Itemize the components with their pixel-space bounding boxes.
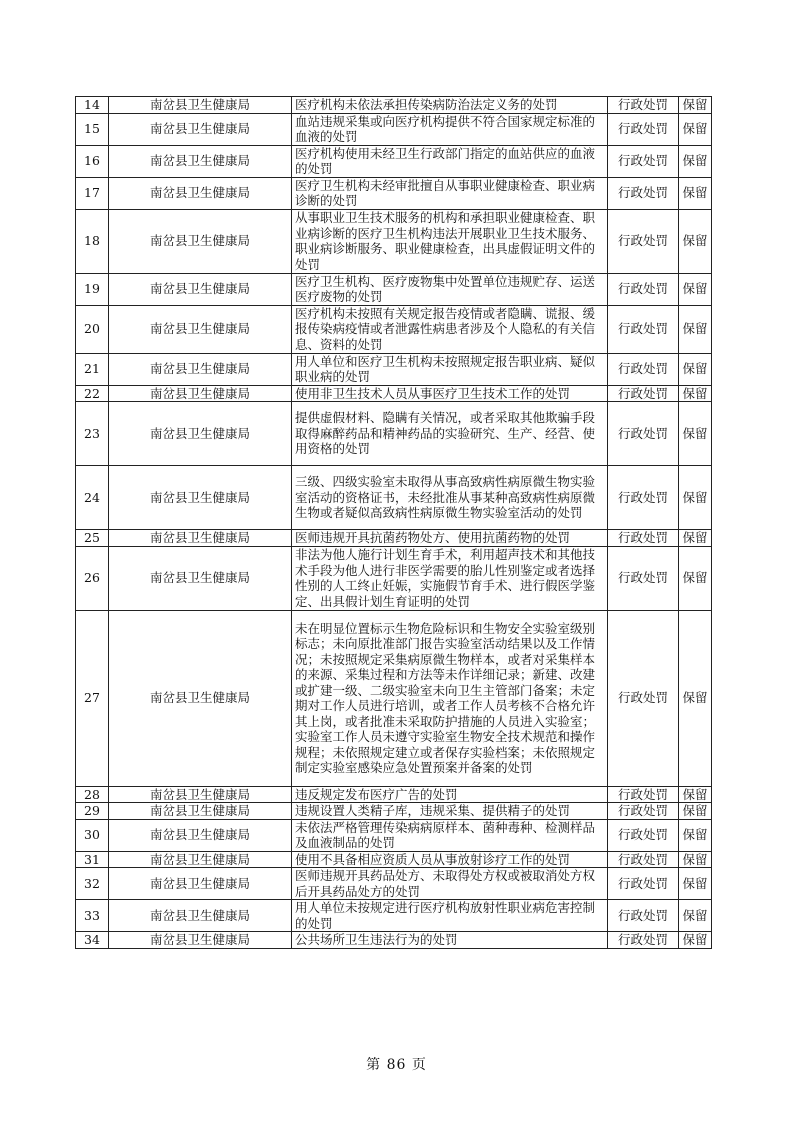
table-row xyxy=(76,97,712,114)
department-name: 南岔县卫生健康局 xyxy=(109,97,292,114)
department-name: 南岔县卫生健康局 xyxy=(109,868,292,900)
department-name: 南岔县卫生健康局 xyxy=(109,402,292,466)
penalty-item: 医疗机构使用未经卫生行政部门指定的血站供应的血液的处罚 xyxy=(292,145,608,177)
power-type: 行政处罚 xyxy=(608,932,679,949)
retention-status: 保留 xyxy=(679,385,712,402)
row-number: 33 xyxy=(76,900,109,932)
department-name: 南岔县卫生健康局 xyxy=(109,385,292,402)
retention-status: 保留 xyxy=(679,868,712,900)
table-row xyxy=(76,610,712,786)
penalty-item: 医疗机构未按照有关规定报告疫情或者隐瞒、谎报、缓报传染病疫情或者泄露性病患者涉及个人隐私的有关信息、资料的处罚 xyxy=(292,305,608,353)
row-number: 27 xyxy=(76,610,109,786)
table-row xyxy=(76,402,712,466)
department-name: 南岔县卫生健康局 xyxy=(109,530,292,547)
retention-status: 保留 xyxy=(679,145,712,177)
page-number: 第 86 页 xyxy=(366,1057,427,1073)
table-row xyxy=(76,819,712,851)
department-name: 南岔县卫生健康局 xyxy=(109,353,292,385)
power-type: 行政处罚 xyxy=(608,868,679,900)
powers-list-table xyxy=(75,96,712,949)
retention-status: 保留 xyxy=(679,466,712,530)
row-number: 17 xyxy=(76,177,109,209)
table-row xyxy=(76,868,712,900)
penalty-item: 医师违规开具抗菌药物处方、使用抗菌药物的处罚 xyxy=(292,530,608,547)
power-type: 行政处罚 xyxy=(608,466,679,530)
table-row xyxy=(76,113,712,145)
row-number: 14 xyxy=(76,97,109,114)
power-type: 行政处罚 xyxy=(608,900,679,932)
power-type: 行政处罚 xyxy=(608,305,679,353)
department-name: 南岔县卫生健康局 xyxy=(109,177,292,209)
table-row xyxy=(76,786,712,803)
power-type: 行政处罚 xyxy=(608,209,679,273)
penalty-item: 医疗卫生机构未经审批擅自从事职业健康检查、职业病诊断的处罚 xyxy=(292,177,608,209)
department-name: 南岔县卫生健康局 xyxy=(109,466,292,530)
power-type: 行政处罚 xyxy=(608,97,679,114)
penalty-item: 未在明显位置标示生物危险标识和生物安全实验室级别标志；未向原批准部门报告实验室活动结果以及工作情况；未按照规定采集病原微生物样本，或者对采集样本的来源、采集过程和方法等未作详细记录；新建、改建或扩建一级、二级实验室未向卫生主管部门备案；未定期对工作人员进行培训，或者工作人员考核不合格允许其上岗，或者批准未采取防护措施的人员进入实验室；实验室工作人员未遵守实验室生物安全技术规范和操作规程；未依照规定建立或者保存实验档案；未依照规定制定实验室感染应急处置预案并备案的处罚 xyxy=(292,610,608,786)
row-number: 19 xyxy=(76,273,109,305)
retention-status: 保留 xyxy=(679,402,712,466)
retention-status: 保留 xyxy=(679,113,712,145)
penalty-item: 医疗机构未依法承担传染病防治法定义务的处罚 xyxy=(292,97,608,114)
power-type: 行政处罚 xyxy=(608,530,679,547)
penalty-item: 非法为他人施行计划生育手术，利用超声技术和其他技术手段为他人进行非医学需要的胎儿性别鉴定或者选择性别的人工终止妊娠，实施假节育手术、进行假医学鉴定、出具假计划生育证明的处罚 xyxy=(292,546,608,610)
row-number: 18 xyxy=(76,209,109,273)
penalty-item: 使用非卫生技术人员从事医疗卫生技术工作的处罚 xyxy=(292,385,608,402)
retention-status: 保留 xyxy=(679,177,712,209)
table-row xyxy=(76,385,712,402)
penalty-item: 用人单位和医疗卫生机构未按照规定报告职业病、疑似职业病的处罚 xyxy=(292,353,608,385)
retention-status: 保留 xyxy=(679,819,712,851)
row-number: 32 xyxy=(76,868,109,900)
department-name: 南岔县卫生健康局 xyxy=(109,273,292,305)
department-name: 南岔县卫生健康局 xyxy=(109,305,292,353)
power-type: 行政处罚 xyxy=(608,177,679,209)
retention-status: 保留 xyxy=(679,932,712,949)
department-name: 南岔县卫生健康局 xyxy=(109,145,292,177)
department-name: 南岔县卫生健康局 xyxy=(109,113,292,145)
power-type: 行政处罚 xyxy=(608,385,679,402)
table-row xyxy=(76,803,712,820)
penalty-item: 从事职业卫生技术服务的机构和承担职业健康检查、职业病诊断的医疗卫生机构违法开展职业卫生技术服务、职业病诊断服务、职业健康检查，出具虚假证明文件的处罚 xyxy=(292,209,608,273)
row-number: 24 xyxy=(76,466,109,530)
power-type: 行政处罚 xyxy=(608,803,679,820)
power-type: 行政处罚 xyxy=(608,113,679,145)
row-number: 16 xyxy=(76,145,109,177)
power-type: 行政处罚 xyxy=(608,851,679,868)
power-type: 行政处罚 xyxy=(608,610,679,786)
department-name: 南岔县卫生健康局 xyxy=(109,819,292,851)
retention-status: 保留 xyxy=(679,97,712,114)
row-number: 29 xyxy=(76,803,109,820)
penalty-item: 违规设置人类精子库，违规采集、提供精子的处罚 xyxy=(292,803,608,820)
department-name: 南岔县卫生健康局 xyxy=(109,851,292,868)
table-row xyxy=(76,932,712,949)
department-name: 南岔县卫生健康局 xyxy=(109,803,292,820)
power-type: 行政处罚 xyxy=(608,273,679,305)
table-row xyxy=(76,305,712,353)
row-number: 15 xyxy=(76,113,109,145)
penalty-item: 违反规定发布医疗广告的处罚 xyxy=(292,786,608,803)
power-type: 行政处罚 xyxy=(608,402,679,466)
power-type: 行政处罚 xyxy=(608,546,679,610)
row-number: 34 xyxy=(76,932,109,949)
retention-status: 保留 xyxy=(679,353,712,385)
power-type: 行政处罚 xyxy=(608,353,679,385)
table-row xyxy=(76,546,712,610)
row-number: 23 xyxy=(76,402,109,466)
row-number: 28 xyxy=(76,786,109,803)
department-name: 南岔县卫生健康局 xyxy=(109,209,292,273)
department-name: 南岔县卫生健康局 xyxy=(109,546,292,610)
department-name: 南岔县卫生健康局 xyxy=(109,932,292,949)
penalty-item: 提供虚假材料、隐瞒有关情况，或者采取其他欺骗手段取得麻醉药品和精神药品的实验研究、生产、经营、使用资格的处罚 xyxy=(292,402,608,466)
row-number: 22 xyxy=(76,385,109,402)
power-type: 行政处罚 xyxy=(608,145,679,177)
power-type: 行政处罚 xyxy=(608,786,679,803)
row-number: 20 xyxy=(76,305,109,353)
table-row xyxy=(76,177,712,209)
penalty-item: 用人单位未按规定进行医疗机构放射性职业病危害控制的处罚 xyxy=(292,900,608,932)
table-row xyxy=(76,273,712,305)
retention-status: 保留 xyxy=(679,273,712,305)
penalty-item: 血站违规采集或向医疗机构提供不符合国家规定标准的血液的处罚 xyxy=(292,113,608,145)
row-number: 26 xyxy=(76,546,109,610)
penalty-item: 医师违规开具药品处方、未取得处方权或被取消处方权后开具药品处方的处罚 xyxy=(292,868,608,900)
table-row xyxy=(76,353,712,385)
retention-status: 保留 xyxy=(679,610,712,786)
penalty-item: 三级、四级实验室未取得从事高致病性病原微生物实验室活动的资格证书，未经批准从事某种高致病性病原微生物或者疑似高致病性病原微生物实验室活动的处罚 xyxy=(292,466,608,530)
table-row xyxy=(76,209,712,273)
row-number: 21 xyxy=(76,353,109,385)
retention-status: 保留 xyxy=(679,305,712,353)
retention-status: 保留 xyxy=(679,546,712,610)
department-name: 南岔县卫生健康局 xyxy=(109,610,292,786)
penalty-item: 公共场所卫生违法行为的处罚 xyxy=(292,932,608,949)
row-number: 31 xyxy=(76,851,109,868)
row-number: 25 xyxy=(76,530,109,547)
retention-status: 保留 xyxy=(679,803,712,820)
department-name: 南岔县卫生健康局 xyxy=(109,786,292,803)
penalty-item: 未依法严格管理传染病病原样本、菌种毒种、检测样品及血液制品的处罚 xyxy=(292,819,608,851)
retention-status: 保留 xyxy=(679,851,712,868)
retention-status: 保留 xyxy=(679,209,712,273)
table-row xyxy=(76,900,712,932)
table-row xyxy=(76,466,712,530)
table-row xyxy=(76,145,712,177)
table-row xyxy=(76,530,712,547)
retention-status: 保留 xyxy=(679,900,712,932)
row-number: 30 xyxy=(76,819,109,851)
table-body xyxy=(76,97,712,949)
retention-status: 保留 xyxy=(679,530,712,547)
power-type: 行政处罚 xyxy=(608,819,679,851)
table-row xyxy=(76,851,712,868)
penalty-item: 医疗卫生机构、医疗废物集中处置单位违规贮存、运送医疗废物的处罚 xyxy=(292,273,608,305)
department-name: 南岔县卫生健康局 xyxy=(109,900,292,932)
retention-status: 保留 xyxy=(679,786,712,803)
penalty-item: 使用不具备相应资质人员从事放射诊疗工作的处罚 xyxy=(292,851,608,868)
